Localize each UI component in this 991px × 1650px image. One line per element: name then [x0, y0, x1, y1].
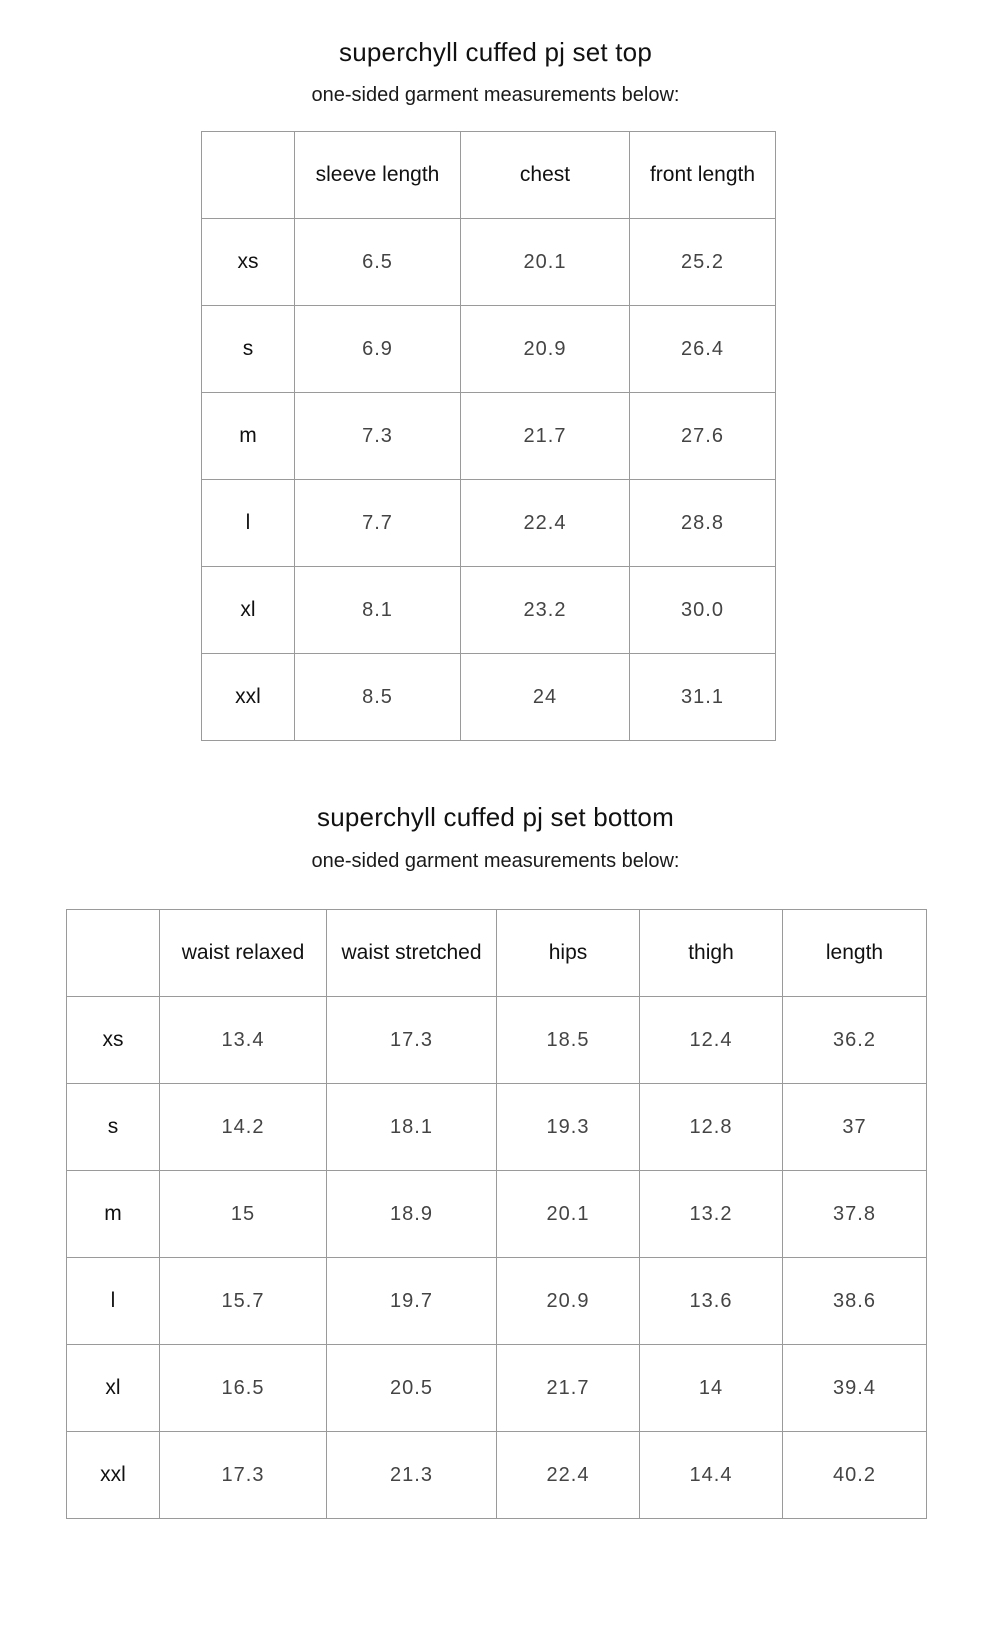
table-row [202, 654, 776, 741]
measurement-cell: 23.2 [461, 567, 630, 654]
measurement-cell: 7.3 [295, 393, 461, 480]
measurement-cell: 17.3 [327, 997, 497, 1084]
measurement-cell: 6.5 [295, 219, 461, 306]
table-row [202, 480, 776, 567]
table-row [202, 567, 776, 654]
size-label: xxl [67, 1432, 160, 1519]
measurement-cell: 8.5 [295, 654, 461, 741]
header-cell-empty [67, 910, 160, 997]
measurement-cell: 20.1 [497, 1171, 640, 1258]
measurement-cell: 28.8 [630, 480, 776, 567]
top-size-table [201, 131, 776, 741]
size-label: s [67, 1084, 160, 1171]
measurement-cell: 16.5 [160, 1345, 327, 1432]
size-label: xs [67, 997, 160, 1084]
measurement-cell: 21.7 [461, 393, 630, 480]
table-row [67, 1432, 927, 1519]
measurement-cell: 21.7 [497, 1345, 640, 1432]
size-label: xl [67, 1345, 160, 1432]
measurement-cell: 15 [160, 1171, 327, 1258]
header-cell-waist-relaxed: waist relaxed [160, 910, 327, 997]
header-cell-chest: chest [461, 132, 630, 219]
measurement-cell: 12.8 [640, 1084, 783, 1171]
table-row [67, 1084, 927, 1171]
measurement-cell: 13.2 [640, 1171, 783, 1258]
size-label: l [67, 1258, 160, 1345]
header-cell-front-length: front length [630, 132, 776, 219]
measurement-cell: 18.5 [497, 997, 640, 1084]
measurement-cell: 25.2 [630, 219, 776, 306]
measurement-cell: 18.1 [327, 1084, 497, 1171]
measurement-cell: 37.8 [783, 1171, 927, 1258]
measurement-cell: 22.4 [461, 480, 630, 567]
table-row [67, 1258, 927, 1345]
measurement-cell: 37 [783, 1084, 927, 1171]
table-header-row [202, 132, 776, 219]
measurement-cell: 27.6 [630, 393, 776, 480]
table-row [67, 1171, 927, 1258]
measurement-cell: 13.6 [640, 1258, 783, 1345]
measurement-cell: 24 [461, 654, 630, 741]
table-row [202, 306, 776, 393]
measurement-cell: 40.2 [783, 1432, 927, 1519]
table-row [202, 393, 776, 480]
table-row [67, 1345, 927, 1432]
size-label: xxl [202, 654, 295, 741]
table-row [67, 997, 927, 1084]
measurement-cell: 36.2 [783, 997, 927, 1084]
header-cell-sleeve-length: sleeve length [295, 132, 461, 219]
table-row [202, 219, 776, 306]
measurement-cell: 31.1 [630, 654, 776, 741]
measurement-cell: 18.9 [327, 1171, 497, 1258]
measurement-cell: 6.9 [295, 306, 461, 393]
measurement-cell: 21.3 [327, 1432, 497, 1519]
table-header-row [67, 910, 927, 997]
top-table-title: superchyll cuffed pj set top [339, 37, 652, 67]
header-cell-empty [202, 132, 295, 219]
measurement-cell: 20.5 [327, 1345, 497, 1432]
bottom-table-title: superchyll cuffed pj set bottom [317, 802, 674, 832]
measurement-cell: 39.4 [783, 1345, 927, 1432]
size-label: xs [202, 219, 295, 306]
measurement-cell: 19.3 [497, 1084, 640, 1171]
header-cell-hips: hips [497, 910, 640, 997]
measurement-cell: 17.3 [160, 1432, 327, 1519]
top-table-subtitle: one-sided garment measurements below: [311, 84, 680, 106]
measurement-cell: 7.7 [295, 480, 461, 567]
measurement-cell: 22.4 [497, 1432, 640, 1519]
size-label: s [202, 306, 295, 393]
measurement-cell: 20.9 [461, 306, 630, 393]
size-label: m [67, 1171, 160, 1258]
size-label: xl [202, 567, 295, 654]
measurement-cell: 13.4 [160, 997, 327, 1084]
measurement-cell: 14.4 [640, 1432, 783, 1519]
measurement-cell: 19.7 [327, 1258, 497, 1345]
measurement-cell: 20.1 [461, 219, 630, 306]
measurement-cell: 26.4 [630, 306, 776, 393]
header-cell-waist-stretched: waist stretched [327, 910, 497, 997]
measurement-cell: 14 [640, 1345, 783, 1432]
header-cell-length: length [783, 910, 927, 997]
bottom-size-table [66, 909, 927, 1519]
measurement-cell: 38.6 [783, 1258, 927, 1345]
size-label: m [202, 393, 295, 480]
header-cell-thigh: thigh [640, 910, 783, 997]
measurement-cell: 14.2 [160, 1084, 327, 1171]
measurement-cell: 15.7 [160, 1258, 327, 1345]
measurement-cell: 20.9 [497, 1258, 640, 1345]
measurement-cell: 12.4 [640, 997, 783, 1084]
measurement-cell: 8.1 [295, 567, 461, 654]
measurement-cell: 30.0 [630, 567, 776, 654]
bottom-table-subtitle: one-sided garment measurements below: [311, 850, 680, 872]
size-label: l [202, 480, 295, 567]
